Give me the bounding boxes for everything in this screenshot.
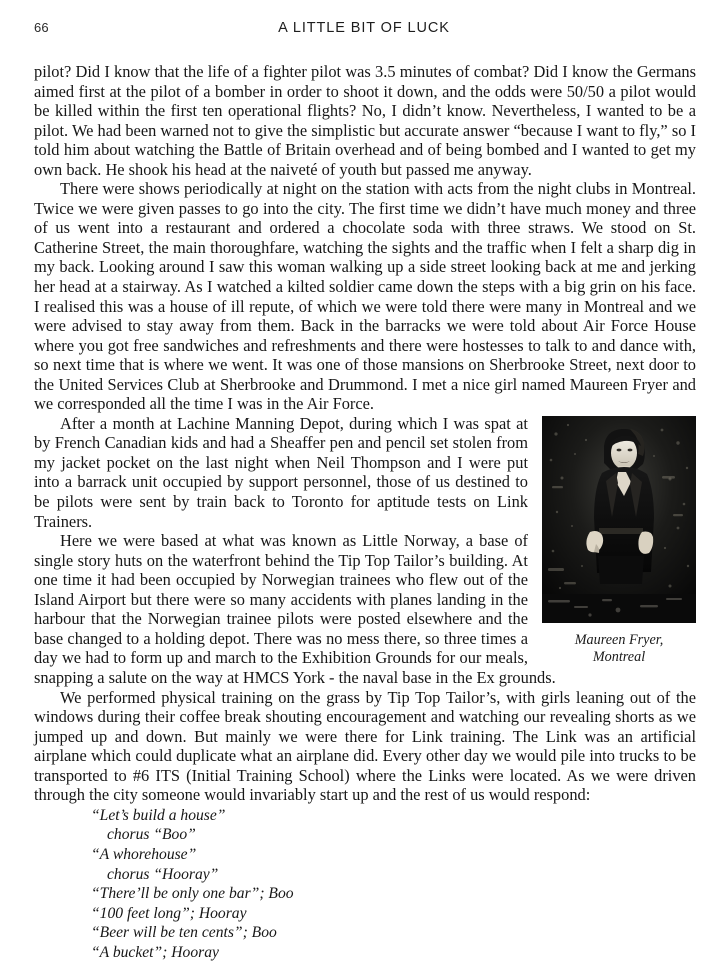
paragraph: pilot? Did I know that the life of a fighter pilot was 3.5 minutes of combat? Did I know the Germans aimed first at the pilot of a bomber in order to shoot it down, and the odds were 50/50 a pilot would be killed within the first ten operational flights? No, I didn’t know. Nevertheless, I wanted to be a pilot. We had been warned not to give the simplistic but accurate answer “because I want to fly,” so I told him about watching the Battle of Britain overhead and of being bombed and I wanted to get my own back. He shook his head at the naiveté of youth but passed me anyway.: [34, 62, 696, 179]
page-number: 66: [34, 20, 49, 35]
paragraph: Here we were based at what was known as Little Norway, a base of single story huts on the waterfront behind the Tip Top Tailor’s building. At one time it had been occupied by Norwegian trainees who flew out of the Island Airport but there were so many accidents with planes landing in the harbour that the Norwegian trainee pilots were posted elsewhere and the base changed to a holding depot. There was no mess there, so three times a day we had to form up and march to the Exhibition Grounds for our meals, snapping a salute on the way at HMCS York - the naval base in the Ex grounds.: [34, 531, 556, 687]
song-line: “A whorehouse”: [91, 845, 197, 863]
portrait-photo: [542, 416, 696, 623]
paragraph: There were shows periodically at night on the station with acts from the night clubs in Montreal. Twice we were given passes to go into the city. The first time we didn’t have much money and three of us went into a restaurant and ordered a chocolate soda with three straws. We stood on St. Catherine Street, the main thoroughfare, watching the sights and the traffic when I felt a sharp dig in my back. Looking around I saw this woman walking up a side street looking back at me and jerking her head at a stairway. As I watched a kilted soldier came down the steps with a big grin on his face. I realised this was a house of ill repute, of which we were told there were many in Montreal and we were advised to stay away from them. Back in the barracks we were told about Air Force House where you got free sandwiches and refreshments and there were hostesses to talk to and dance with, so next time that is where we went. It was one of those mansions on Sherbrooke Street, next door to the United Services Club at Sherbrooke and Drummond. I met a nice girl named Maureen Fryer and we corresponded all the time I was in the Air Force.: [34, 179, 696, 414]
song-line: “Beer will be ten cents”; Boo: [91, 924, 277, 942]
body-text-column: [34, 62, 696, 963]
figure-maureen-fryer: [542, 416, 696, 666]
caption-line-1: Maureen Fryer,: [574, 631, 664, 648]
caption-line-2: Montreal: [592, 648, 646, 665]
song-block: [34, 806, 696, 963]
song-line: “Let’s build a house”: [91, 806, 226, 824]
running-head: [34, 20, 694, 40]
song-line: “100 feet long”; Hooray: [91, 904, 247, 922]
paragraph: After a month at Lachine Manning Depot, during which I was spat at by French Canadian kids and had a Sheaffer pen and pencil set stolen from my jacket pocket on the last night when Neil Thompson and I were put into a barrack unit occupied by support personnel, those of us destined to be pilots were sent by train back to Toronto for aptitude tests on Link Trainers.: [34, 413, 528, 531]
song-line: chorus “Hooray”: [107, 865, 219, 883]
book-title-header: A LITTLE BIT OF LUCK: [278, 20, 450, 36]
figure-caption: [542, 632, 696, 666]
song-line: “There’ll be only one bar”; Boo: [91, 885, 294, 903]
paragraph: We performed physical training on the grass by Tip Top Tailor’s, with girls leaning out of the windows during their coffee break shouting encouragement and watching our revealing shorts as we jumped up and down. But mainly we were there for Link training. The Link was an artificial airplane which could duplicate what an airplane did. Every other day we would pile into trucks to be transported to #6 ITS (Initial Training School) where the Links were located. As we were driven through the city someone would invariably start up and the rest of us would respond:: [34, 687, 696, 805]
song-line: “A bucket”; Hooray: [91, 943, 219, 961]
song-line: chorus “Boo”: [107, 826, 196, 844]
